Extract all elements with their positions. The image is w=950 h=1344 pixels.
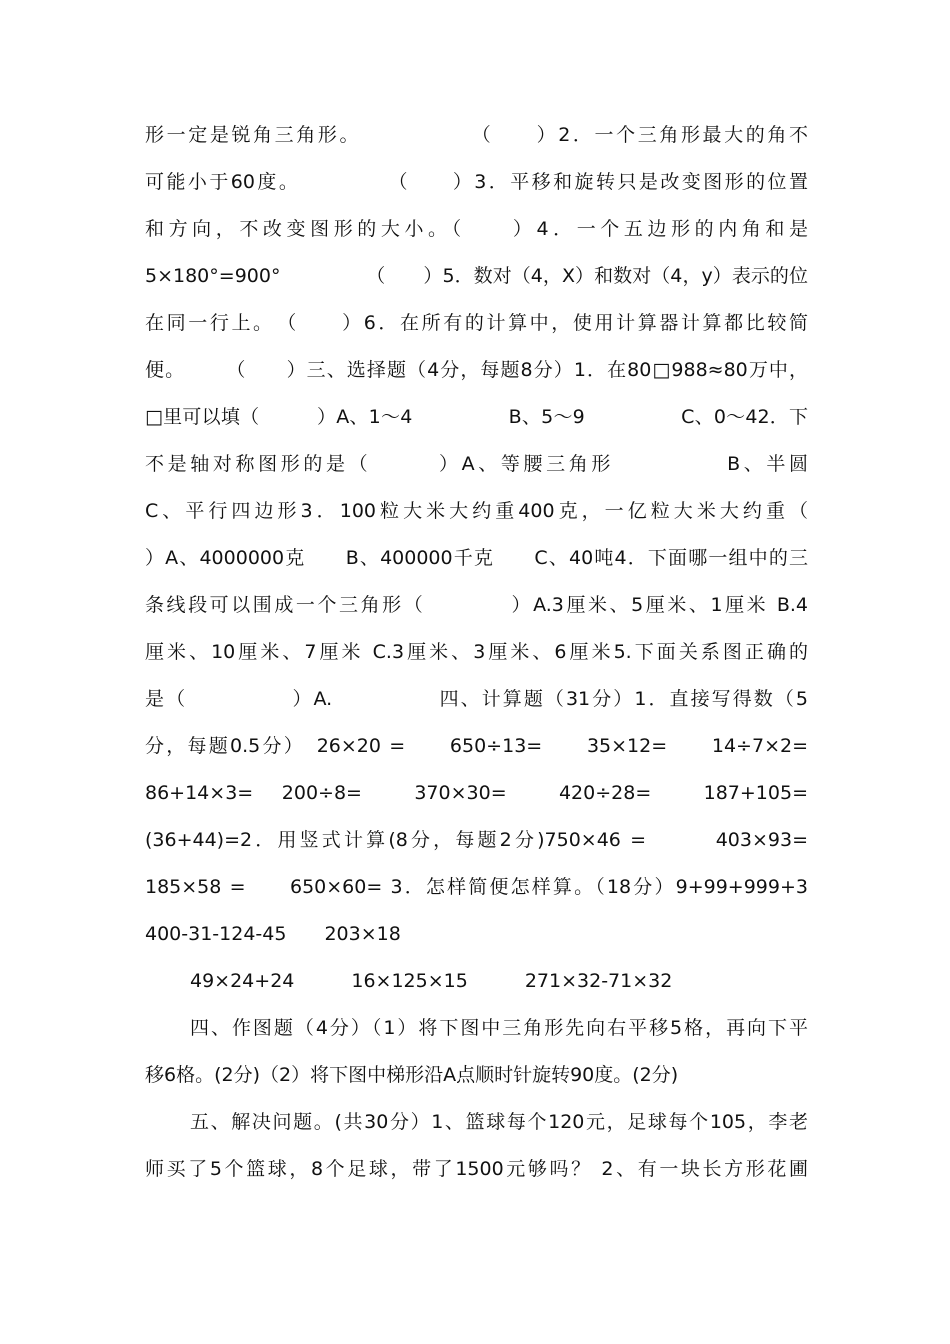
text-line: C、平行四边形3．100粒大米大约重400克，一亿粒大米大约重（ — [145, 500, 808, 522]
text-line: 移6格。(2分)（2）将下图中梯形沿A点顺时针旋转90度。(2分) — [145, 1064, 679, 1086]
text-line: □里可以填（ ）A、1～4 B、5～9 C、0～42．下 — [145, 406, 808, 428]
text-line: 400-31-124-45 203×18 — [145, 923, 401, 945]
text-line: (36+44)=2．用竖式计算(8分，每题2分)750×46 = 403×93= — [145, 829, 808, 851]
text-line: 和方向，不改变图形的大小。（ ）4．一个五边形的内角和是 — [145, 218, 808, 240]
text-line: 是（ ）A. 四、计算题（31分）1．直接写得数（5 — [145, 688, 808, 710]
text-line: 形一定是锐角三角形。 （ ）2．一个三角形最大的角不 — [145, 124, 808, 146]
text-line: 185×58 = 650×60= 3．怎样简便怎样算。（18分）9+99+999+3 — [145, 876, 808, 898]
text-line: 条线段可以围成一个三角形（ ）A.3厘米、5厘米、1厘米 B.4 — [145, 594, 808, 616]
section-heading-problems: 五、解决问题。(共30分）1、篮球每个120元，足球每个105，李老 — [190, 1111, 808, 1133]
text-line: 不是轴对称图形的是（ ）A、等腰三角形 B、半圆 — [145, 453, 808, 475]
text-line: 在同一行上。 （ ）6．在所有的计算中，使用计算器计算都比较简 — [145, 312, 808, 334]
document-body — [145, 112, 808, 1193]
text-line: 86+14×3= 200÷8= 370×30= 420÷28= 187+105= — [145, 782, 808, 804]
text-line: 分，每题0.5分） 26×20 = 650÷13= 35×12= 14÷7×2= — [145, 735, 808, 757]
text-line: 师买了5个篮球，8个足球，带了1500元够吗？ 2、有一块长方形花圃 — [145, 1158, 808, 1180]
text-line: 厘米、10厘米、7厘米 C.3厘米、3厘米、6厘米5.下面关系图正确的 — [145, 641, 808, 663]
text-line: 5×180°=900° （ ）5．数对（4，X）和数对（4，y）表示的位 — [145, 265, 808, 287]
section-heading-drawing: 四、作图题（4分）（1）将下图中三角形先向右平移5格，再向下平 — [190, 1017, 808, 1039]
text-line: 便。 （ ）三、选择题（4分，每题8分）1．在80□988≈80万中， — [145, 359, 808, 381]
text-line: 可能小于60度。 （ ）3．平移和旋转只是改变图形的位置 — [145, 171, 808, 193]
text-line: 49×24+24 16×125×15 271×32-71×32 — [190, 970, 673, 992]
text-line: ）A、4000000克 B、400000千克 C、40吨4．下面哪一组中的三 — [145, 547, 808, 569]
